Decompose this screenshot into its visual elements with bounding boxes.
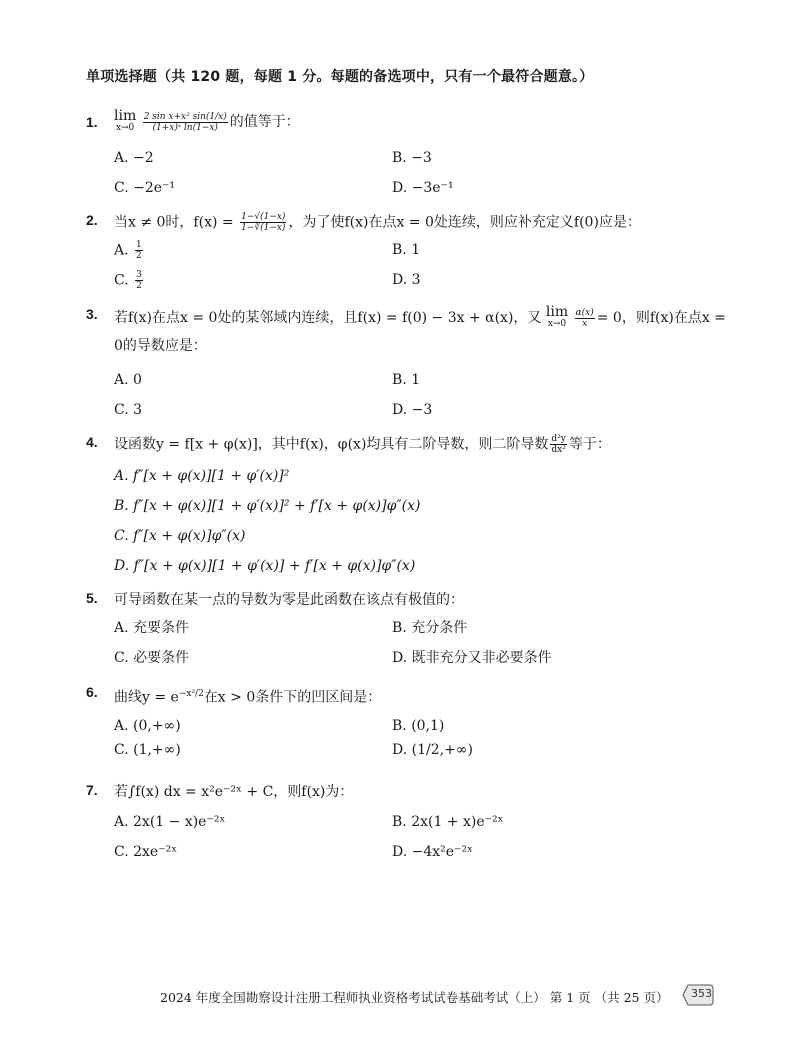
page-number: 353 — [691, 987, 712, 1000]
question-text: 当x ≠ 0时，f(x) = $\frac{1-√(1-x)}{1-∛(1-x)}$ ，为了使f(x)在点x = 0处连续，则应补充定义f(0)应是： — [114, 212, 641, 233]
page-number-badge — [682, 984, 714, 1006]
option-a[interactable]: A. 0 — [114, 372, 142, 388]
option-d[interactable]: D. (1/2,+∞) — [392, 742, 473, 758]
fraction: $\frac{\text{2 sin x+x² sin(1/x)}}{\text{(1+x)ˣ ln(1−x)}}$ — [143, 111, 227, 133]
option-b[interactable]: B. 1 — [392, 372, 421, 388]
question-number: 2. — [86, 212, 98, 228]
option-d[interactable]: D. f″[x + φ(x)][1 + φ′(x)] + f′[x + φ(x)]φ″(x) — [114, 558, 416, 574]
question-text-line2: 0的导数应是： — [114, 338, 207, 354]
question-number: 3. — [86, 306, 98, 322]
option-c[interactable]: C. 2xe⁻²ˣ — [114, 844, 178, 860]
question-text: 若∫f(x) dx = x²e⁻²ˣ + C，则f(x)为： — [114, 784, 354, 800]
option-c[interactable]: C. f″[x + φ(x)]φ″(x) — [114, 528, 246, 544]
question-number: 7. — [86, 782, 98, 798]
option-b[interactable]: B. 2x(1 + x)e⁻²ˣ — [392, 814, 504, 830]
limit-operator: lim x→0 — [545, 304, 569, 329]
option-b[interactable]: B. 1 — [392, 242, 421, 258]
option-d[interactable]: D. 3 — [392, 272, 421, 288]
limit-operator: lim x→0 — [114, 108, 137, 133]
option-c[interactable]: C. $\frac{3}{2}$ — [114, 270, 142, 291]
question-text: 可导函数在某一点的导数为零是此函数在该点有极值的： — [114, 592, 464, 608]
option-b[interactable]: B. −3 — [392, 150, 432, 166]
option-b[interactable]: B. (0,1) — [392, 718, 445, 734]
option-a[interactable]: A. −2 — [114, 150, 154, 166]
option-a[interactable]: A. 2x(1 − x)e⁻²ˣ — [114, 814, 226, 830]
option-d[interactable]: D. −4x²e⁻²ˣ — [392, 844, 473, 860]
question-text: 若f(x)在点x = 0处的某邻域内连续，且f(x) = f(0) − 3x + α(x)，又 lim x→0 $\frac{\alpha(x)}{x}$ = 0，则f(x)在点x = — [114, 304, 726, 329]
section-header: 单项选择题（共 120 题，每题 1 分。每题的备选项中，只有一个最符合题意。） — [86, 69, 594, 85]
option-c[interactable]: C. (1,+∞) — [114, 742, 181, 758]
fraction: $\frac{1-√(1-x)}{1-∛(1-x)}$ — [241, 212, 286, 233]
question-number: 5. — [86, 590, 98, 606]
question-text: 设函数y = f[x + φ(x)]，其中f(x)，φ(x)均具有二阶导数，则二阶导数 $\frac{\text{d²y}}{\text{dx²}}$ 等于： — [114, 434, 611, 455]
option-a[interactable]: A. $\frac{1}{2}$ — [114, 240, 142, 261]
question-text: 曲线$y = e^{-x^2/2}$在x > 0条件下的凹区间是： — [114, 689, 382, 706]
option-b[interactable]: B. 充分条件 — [392, 620, 468, 636]
option-d[interactable]: D. −3e⁻¹ — [392, 180, 454, 196]
question-text: lim x→0 $\frac{\text{2 sin x+x² sin(1/x)}}{\text{(1+x)ˣ ln(1−x)}}$ 的值等于： — [114, 108, 300, 133]
fraction: $\frac{\text{d²y}}{\text{dx²}}$ — [551, 434, 566, 455]
option-c[interactable]: C. −2e⁻¹ — [114, 180, 176, 196]
question-number: 6. — [86, 684, 98, 700]
fraction: $\frac{\alpha(x)}{x}$ — [575, 307, 594, 329]
question-number: 4. — [86, 434, 98, 450]
page-footer: 2024 年度全国勘察设计注册工程师执业资格考试试卷基础考试（上） 第 1 页 （共 25 页） — [160, 990, 669, 1005]
option-d[interactable]: D. 既非充分又非必要条件 — [392, 650, 552, 666]
option-d[interactable]: D. −3 — [392, 402, 433, 418]
option-c[interactable]: C. 3 — [114, 402, 143, 418]
fraction: $\frac{1}{2}$ — [136, 240, 142, 261]
question-number: 1. — [86, 114, 98, 130]
fraction: $\frac{3}{2}$ — [136, 270, 142, 291]
option-a[interactable]: A. 充要条件 — [114, 620, 190, 636]
option-a[interactable]: A. (0,+∞) — [114, 718, 181, 734]
option-b[interactable]: B. f″[x + φ(x)][1 + φ′(x)]² + f′[x + φ(x)]φ″(x) — [114, 498, 421, 514]
option-c[interactable]: C. 必要条件 — [114, 650, 190, 666]
option-a[interactable]: A. f″[x + φ(x)][1 + φ′(x)]² — [114, 468, 290, 484]
